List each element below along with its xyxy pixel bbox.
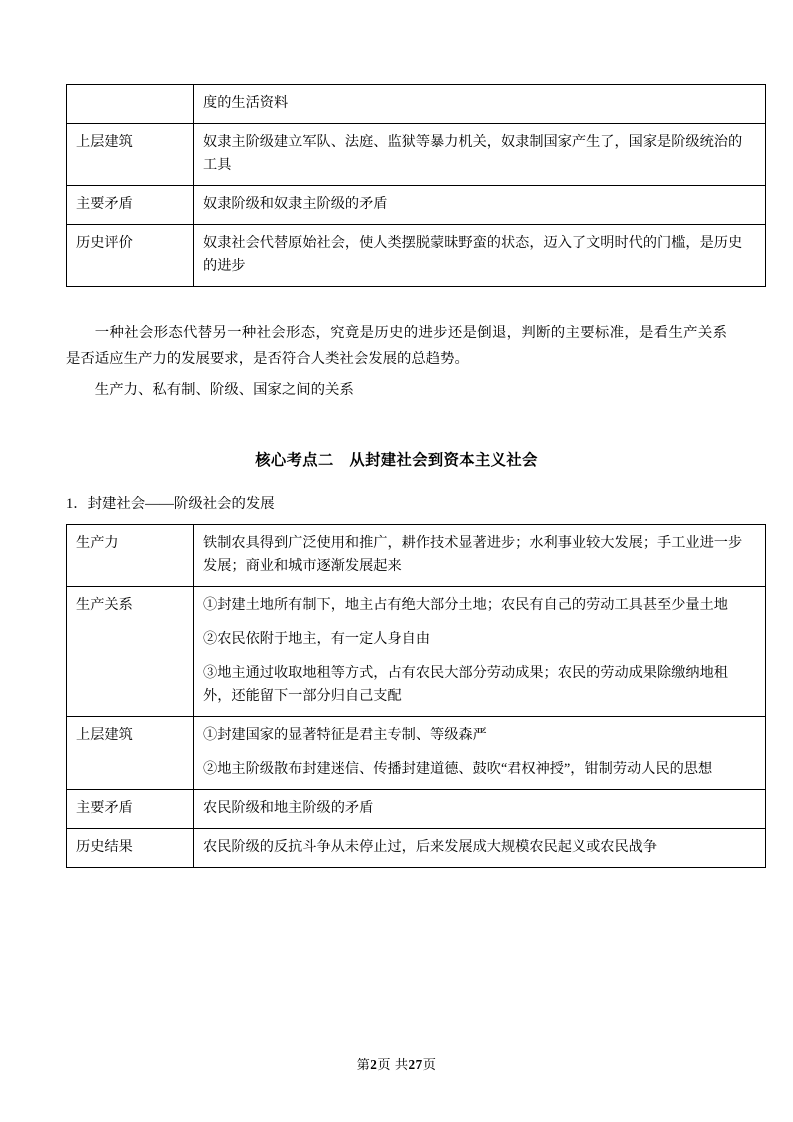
row-label: 主要矛盾 <box>67 186 194 225</box>
spacer <box>66 470 727 492</box>
table-row <box>67 790 766 829</box>
row-content <box>194 790 766 829</box>
cell-paragraph: ②地主阶级散布封建迷信、传播封建道德、鼓吹“君权神授”，钳制劳动人民的思想 <box>203 761 713 778</box>
cell-paragraph: ③地主通过收取地租等方式，占有农民大部分劳动成果；农民的劳动成果除缴纳地租外，还能留下一部分归自己支配 <box>203 665 728 705</box>
table-row <box>67 525 766 587</box>
footer-suffix: 页 <box>422 1057 437 1072</box>
row-label: 上层建筑 <box>67 717 194 790</box>
cell-paragraph: 奴隶社会代替原始社会，使人类摆脱蒙昧野蛮的状态，迈入了文明时代的门槛，是历史的进步 <box>203 235 743 274</box>
row-content <box>194 587 766 717</box>
row-content <box>194 717 766 790</box>
table-row <box>67 587 766 717</box>
row-label: 生产力 <box>67 525 194 587</box>
spacer <box>66 404 727 448</box>
row-content <box>194 85 766 124</box>
row-label: 历史评价 <box>67 225 194 287</box>
table-row <box>67 829 766 868</box>
row-content <box>194 225 766 287</box>
table-row <box>67 225 766 287</box>
row-content <box>194 829 766 868</box>
footer-current-page: 2 <box>370 1057 378 1072</box>
row-content <box>194 525 766 587</box>
row-label: 主要矛盾 <box>67 790 194 829</box>
table-slave-society <box>66 84 766 287</box>
row-content <box>194 186 766 225</box>
cell-paragraph: ①封建土地所有制下，地主占有绝大部分土地；农民有自己的劳动工具甚至少量土地 <box>203 597 728 614</box>
spacer <box>66 516 727 524</box>
footer-middle: 页 共 <box>377 1057 409 1072</box>
body-paragraph-1: 一种社会形态代替另一种社会形态，究竟是历史的进步还是倒退，判断的主要标准，是看生产关系是否适应生产力的发展要求，是否符合人类社会发展的总趋势。 <box>66 325 727 367</box>
row-label <box>67 85 194 124</box>
row-label: 历史结果 <box>67 829 194 868</box>
row-label: 生产关系 <box>67 587 194 717</box>
row-label: 上层建筑 <box>67 124 194 186</box>
body-paragraph-2: 生产力、私有制、阶级、国家之间的关系 <box>94 382 354 399</box>
table-row <box>67 85 766 124</box>
cell-paragraph: 奴隶阶级和奴隶主阶级的矛盾 <box>203 196 388 212</box>
table-row <box>67 186 766 225</box>
cell-paragraph: ①封建国家的显著特征是君主专制、等级森严 <box>203 727 487 744</box>
table-row <box>67 124 766 186</box>
section-heading: 核心考点二 从封建社会到资本主义社会 <box>255 451 538 469</box>
spacer <box>66 287 727 321</box>
cell-paragraph: 铁制农具得到广泛使用和推广，耕作技术显著进步；水利事业较大发展；手工业进一步发展；商业和城市逐渐发展起来 <box>203 535 743 575</box>
cell-paragraph: 农民阶级的反抗斗争从未停止过，后来发展成大规模农民起义或农民战争 <box>203 839 658 856</box>
row-content <box>194 124 766 186</box>
table-row <box>67 717 766 790</box>
footer-prefix: 第 <box>356 1057 371 1072</box>
footer-total-pages: 27 <box>408 1057 423 1072</box>
cell-paragraph: 度的生活资料 <box>203 95 289 111</box>
cell-paragraph: 农民阶级和地主阶级的矛盾 <box>203 800 374 817</box>
page-footer <box>0 1054 793 1073</box>
cell-paragraph: 奴隶主阶级建立军队、法庭、监狱等暴力机关，奴隶制国家产生了，国家是阶级统治的工具 <box>203 134 743 173</box>
subsection-heading: 1．封建社会——阶级社会的发展 <box>66 495 275 512</box>
table-feudal-society <box>66 524 766 868</box>
cell-paragraph: ②农民依附于地主，有一定人身自由 <box>203 631 431 648</box>
